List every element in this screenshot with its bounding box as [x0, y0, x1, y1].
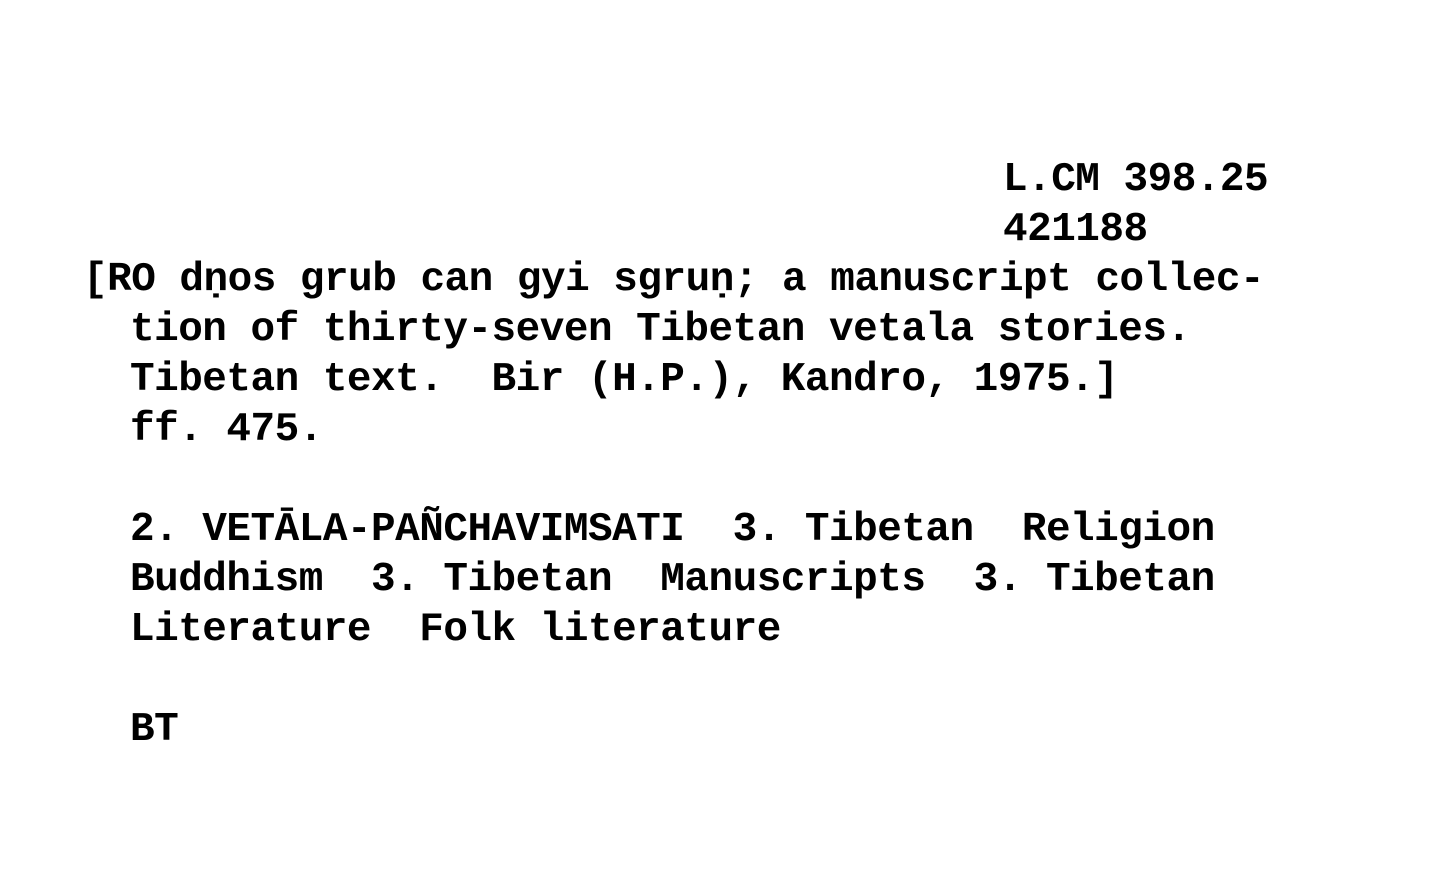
- collation-line: ff. 475.: [130, 407, 323, 453]
- subject-line-3: Literature Folk literature: [130, 607, 781, 653]
- call-number-line-2: 421188: [1003, 207, 1148, 253]
- call-number-line-1: L.CM 398.25: [1003, 157, 1269, 203]
- cataloger-initials: BT: [130, 707, 179, 753]
- title-line-1: [RO dṇos grub can gyi sgruṇ; a manuscript collec-: [83, 257, 1265, 303]
- title-line-3: Tibetan text. Bir (H.P.), Kandro, 1975.]: [130, 357, 1119, 403]
- title-line-2: tion of thirty-seven Tibetan vetala stories.: [130, 307, 1191, 353]
- subject-line-1: 2. VETĀLA-PAÑCHAVIMSATI 3. Tibetan Religion: [130, 507, 1215, 553]
- subject-line-2: Buddhism 3. Tibetan Manuscripts 3. Tibetan: [130, 557, 1215, 603]
